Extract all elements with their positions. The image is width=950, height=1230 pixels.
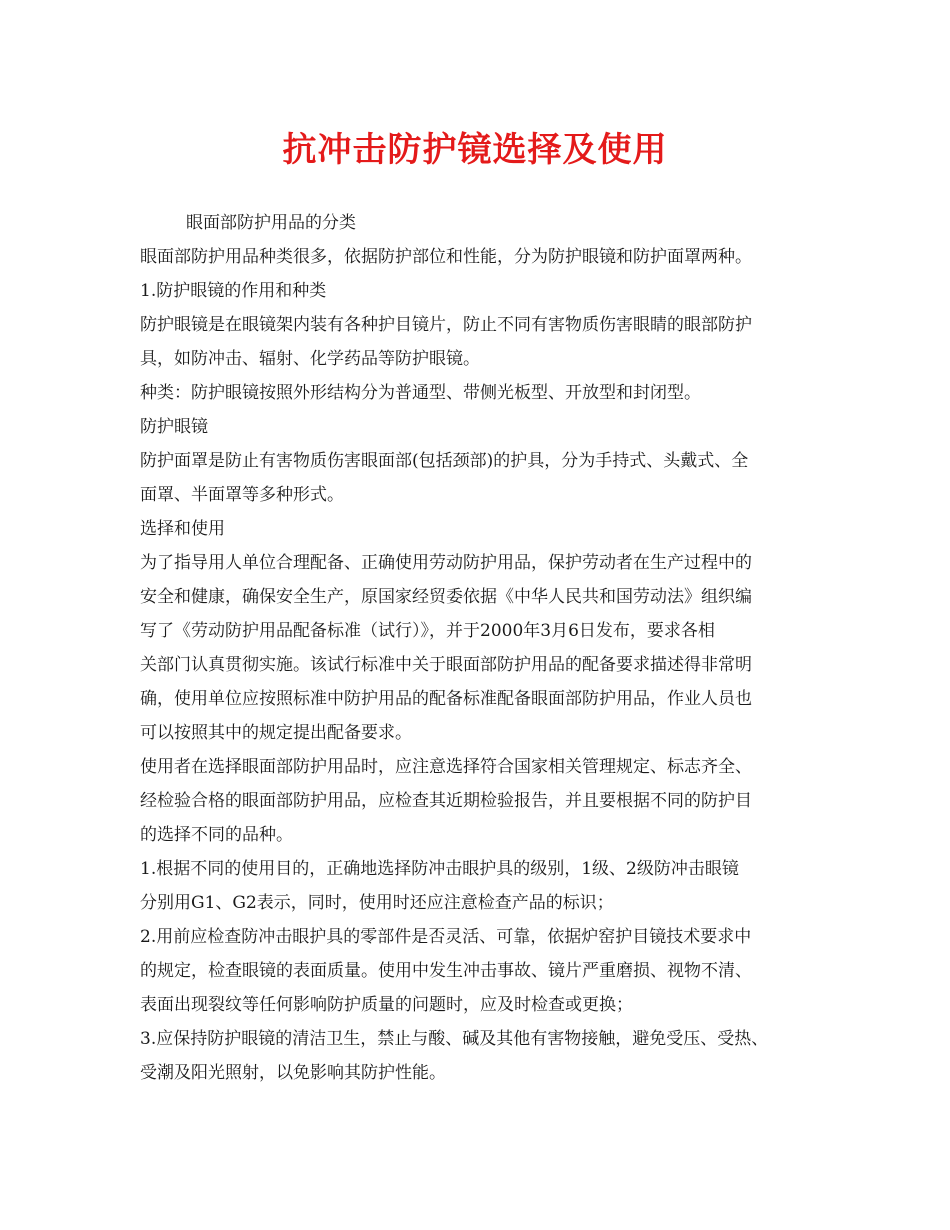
paragraph-line: 安全和健康，确保安全生产，原国家经贸委依据《中华人民共和国劳动法》组织编	[140, 587, 752, 607]
paragraph-line: 具，如防冲击、辐射、化学药品等防护眼镜。	[140, 349, 480, 369]
section-heading: 眼面部防护用品的分类	[186, 213, 356, 233]
paragraph-line: 使用者在选择眼面部防护用品时，应注意选择符合国家相关管理规定、标志齐全、	[140, 757, 752, 777]
paragraph-line: 防护眼镜是在眼镜架内装有各种护目镜片，防止不同有害物质伤害眼睛的眼部防护	[140, 315, 752, 335]
paragraph-line: 可以按照其中的规定提出配备要求。	[140, 723, 412, 743]
list-item-line: 受潮及阳光照射，以免影响其防护性能。	[140, 1063, 446, 1083]
paragraph-line: 经检验合格的眼面部防护用品，应检查其近期检验报告，并且要根据不同的防护目	[140, 791, 752, 811]
list-item-line: 1.根据不同的使用目的，正确地选择防冲击眼护具的级别，1级、2级防冲击眼镜	[140, 859, 739, 879]
list-item-line: 表面出现裂纹等任何影响防护质量的问题时，应及时检查或更换；	[140, 995, 633, 1015]
subheading-line: 选择和使用	[140, 519, 225, 539]
paragraph-line: 写了《劳动防护用品配备标准（试行）》，并于2000年3月6日发布，要求各相	[140, 621, 715, 641]
paragraph-line: 防护面罩是防止有害物质伤害眼面部(包括颈部)的护具，分为手持式、头戴式、全	[140, 451, 749, 471]
subheading-line: 防护眼镜	[140, 417, 208, 437]
paragraph-line: 种类：防护眼镜按照外形结构分为普通型、带侧光板型、开放型和封闭型。	[140, 383, 701, 403]
list-item-line: 2.用前应检查防冲击眼护具的零部件是否灵活、可靠，依据炉窑护目镜技术要求中	[140, 927, 752, 947]
paragraph-line: 确，使用单位应按照标准中防护用品的配备标准配备眼面部防护用品，作业人员也	[140, 689, 752, 709]
list-item-line: 分别用G1、G2表示，同时，使用时还应注意检查产品的标识；	[140, 893, 614, 913]
paragraph-line: 关部门认真贯彻实施。该试行标准中关于眼面部防护用品的配备要求描述得非常明	[140, 655, 752, 675]
paragraph-line: 面罩、半面罩等多种形式。	[140, 485, 344, 505]
paragraph-line: 眼面部防护用品种类很多，依据防护部位和性能，分为防护眼镜和防护面罩两种。	[140, 247, 752, 267]
document-title: 抗冲击防护镜选择及使用	[282, 130, 668, 170]
list-item-line: 3.应保持防护眼镜的清洁卫生，禁止与酸、碱及其他有害物接触，避免受压、受热、	[140, 1029, 769, 1049]
subheading-line: 1.防护眼镜的作用和种类	[140, 281, 327, 301]
paragraph-line: 为了指导用人单位合理配备、正确使用劳动防护用品，保护劳动者在生产过程中的	[140, 553, 752, 573]
document-body	[140, 206, 830, 1090]
paragraph-line: 的选择不同的品种。	[140, 825, 293, 845]
list-item-line: 的规定，检查眼镜的表面质量。使用中发生冲击事故、镜片严重磨损、视物不清、	[140, 961, 752, 981]
